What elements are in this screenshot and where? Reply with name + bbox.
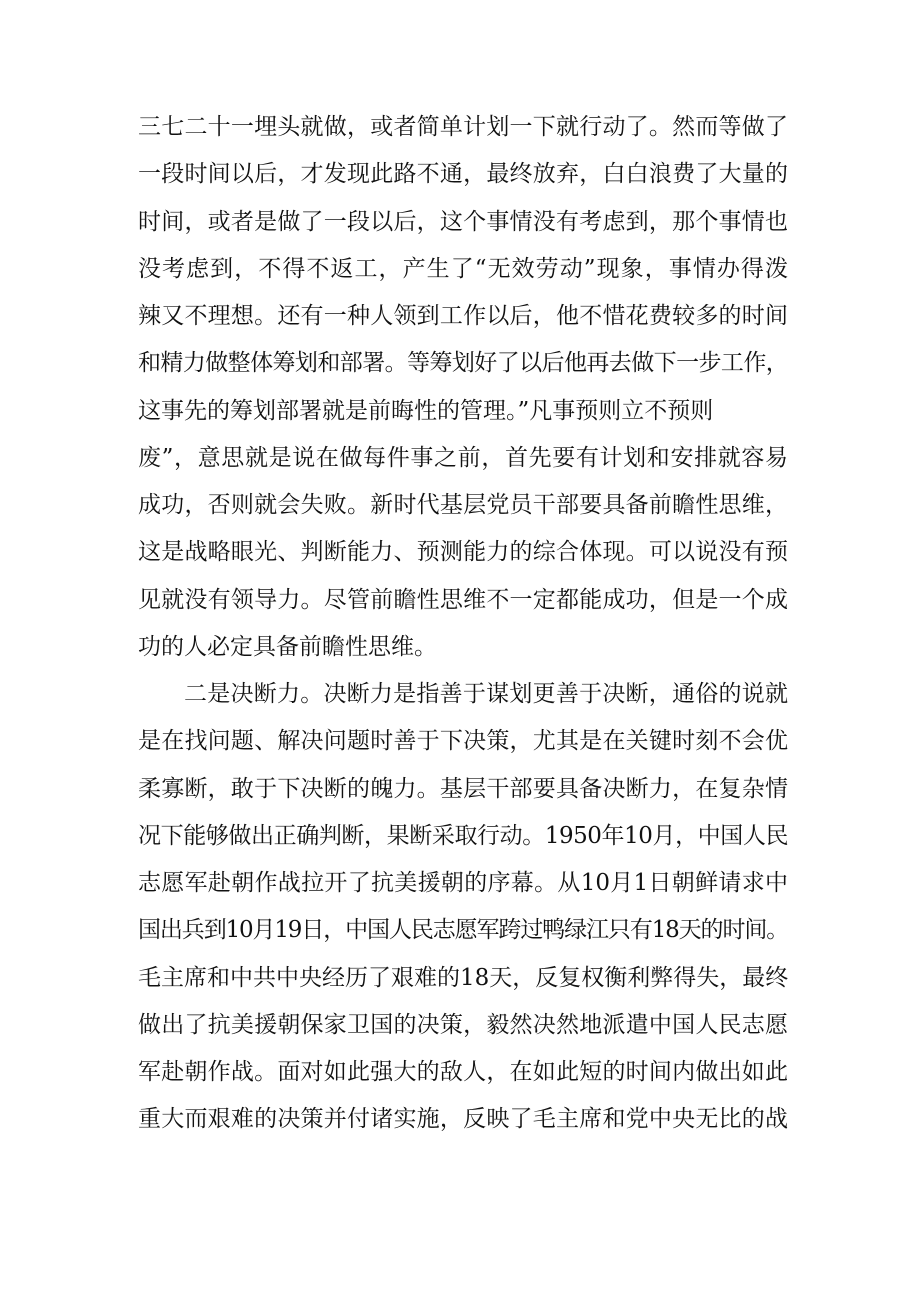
- text-line: 柔寡断，敢于下决断的魄力。基层干部要具备决断力，在复杂情: [138, 775, 788, 802]
- text-line: 做出了抗美援朝保家卫国的决策，毅然决然地派遣中国人民志愿: [138, 1011, 788, 1038]
- text-line: 废”，意思就是说在做每件事之前，首先要有计划和安排就容易: [138, 444, 788, 471]
- text-line: 时间，或者是做了一段以后，这个事情没有考虑到，那个事情也: [138, 208, 788, 235]
- text-line: 没考虑到，不得不返工，产生了“无效劳动”现象，事情办得泼: [138, 255, 788, 282]
- text-line: 这事先的筹划部署就是前晦性的管理。”凡事预则立不预则: [138, 397, 714, 424]
- body-text: [138, 104, 788, 1144]
- text-line: 功的人必定具备前瞻性思维。: [138, 633, 437, 660]
- text-line: 军赴朝作战。面对如此强大的敌人，在如此短的时间内做出如此: [138, 1059, 788, 1085]
- text-line: 况下能够做出正确判断，果断采取行动。1950年10月，中国人民: [138, 822, 788, 849]
- paragraph-first-line: 二是决断力。决断力是指善于谋划更善于决断，通俗的说就: [184, 681, 788, 707]
- text-line: 见就没有领导力。尽管前瞻性思维不一定都能成功，但是一个成: [138, 586, 788, 613]
- text-line: 三七二十一埋头就做，或者简单计划一下就行动了。然而等做了: [138, 114, 788, 140]
- text-line: 和精力做整体筹划和部署。等筹划好了以后他再去做下一步工作，: [138, 350, 788, 377]
- text-line: 辣又不理想。还有一种人领到工作以后，他不惜花费较多的时间: [138, 303, 788, 329]
- text-line: 一段时间以后，才发现此路不通，最终放弃，白白浪费了大量的: [138, 161, 788, 188]
- text-line: 国出兵到10月19日，中国人民志愿军跨过鸭绿江只有18天的时间。: [138, 917, 788, 944]
- text-line: 志愿军赴朝作战拉开了抗美援朝的序幕。从10月1日朝鲜请求中: [138, 870, 788, 896]
- text-line: 是在找问题、解决问题时善于下决策，尤其是在关键时刻不会优: [138, 728, 788, 755]
- text-line: 毛主席和中共中央经历了艰难的18天，反复权衡利弊得失，最终: [138, 964, 789, 991]
- text-line: 成功，否则就会失败。新时代基层党员干部要具备前瞻性思维，: [138, 492, 788, 518]
- text-line: 重大而艰难的决策并付诸实施，反映了毛主席和党中央无比的战: [138, 1106, 788, 1133]
- text-line: 这是战略眼光、判断能力、预测能力的综合体现。可以说没有预: [138, 539, 788, 566]
